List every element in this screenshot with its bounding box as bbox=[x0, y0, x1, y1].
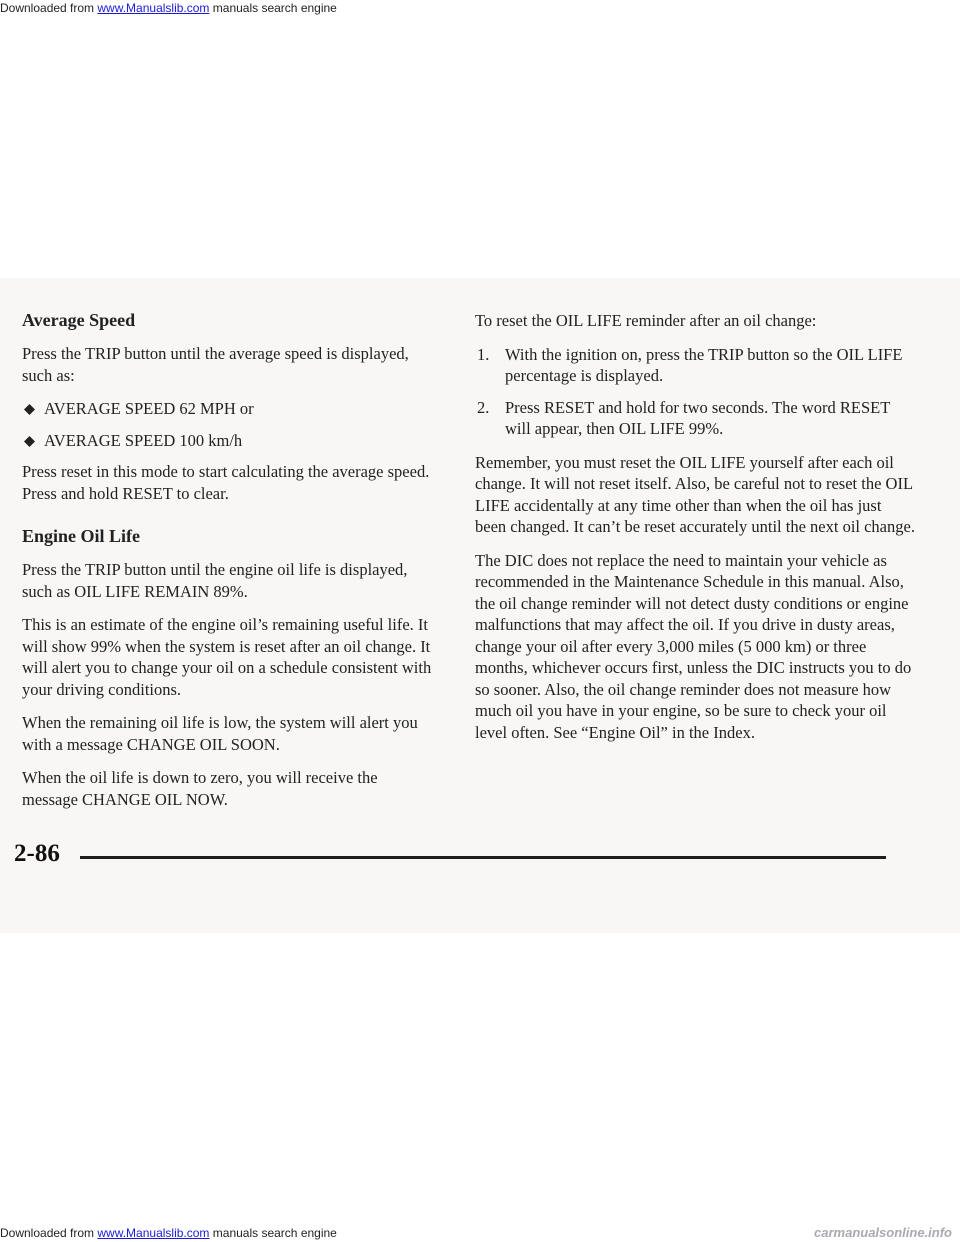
oil-life-paragraph: When the remaining oil life is low, the system will alert you with a message CHANGE OIL SOON. bbox=[22, 713, 418, 754]
bullet-item bbox=[22, 430, 437, 452]
manualslib-link[interactable]: www.Manualslib.com bbox=[97, 1, 210, 15]
list-item bbox=[475, 344, 915, 387]
left-column bbox=[22, 310, 437, 822]
source-suffix: manuals search engine bbox=[209, 1, 337, 15]
step-number: 1. bbox=[477, 344, 490, 364]
manualslib-link[interactable]: www.Manualslib.com bbox=[97, 1226, 210, 1240]
oil-life-paragraph: When the oil life is down to zero, you will receive the message CHANGE OIL NOW. bbox=[22, 768, 378, 809]
source-prefix: Downloaded from bbox=[0, 1, 98, 15]
bullet-text: AVERAGE SPEED 100 km/h bbox=[44, 430, 243, 450]
diamond-bullet-icon bbox=[24, 404, 35, 415]
source-prefix: Downloaded from bbox=[0, 1226, 98, 1240]
average-speed-intro: Press the TRIP button until the average speed is displayed, such as: bbox=[22, 344, 409, 385]
step-number: 2. bbox=[477, 397, 490, 417]
manual-page bbox=[0, 278, 960, 933]
average-speed-note: Press reset in this mode to start calculating the average speed. Press and hold RESET to clear. bbox=[22, 462, 430, 503]
dic-limitations-paragraph: The DIC does not replace the need to maintain your vehicle as recommended in the Maintenance Schedule in this manual. Also, the oil change reminder will not detect dusty conditions or engine malfunctions that may affect the oil. If you drive in dusty areas, change your oil after every 3,000 miles (5 000 km) or three months, whichever occurs first, unless the DIC instructs you to do so sooner. Also, the oil change reminder does not measure how much oil you have in your engine, so be sure to check your oil level often. See “Engine Oil” in the Index. bbox=[475, 550, 912, 742]
watermark-logo: carmanualsonline.info bbox=[814, 1225, 952, 1240]
reset-steps-list bbox=[475, 344, 915, 440]
list-item bbox=[475, 397, 915, 440]
reset-reminder-paragraph: Remember, you must reset the OIL LIFE yourself after each oil change. It will not reset itself. Also, be careful not to reset the OIL LIFE accidentally at any time other than when the oil has just been changed. It can’t be reset accurately until the next oil change. bbox=[475, 452, 915, 536]
step-text: With the ignition on, press the TRIP button so the OIL LIFE percentage is displayed. bbox=[505, 344, 903, 385]
page-number: 2-86 bbox=[14, 840, 60, 867]
step-text: Press RESET and hold for two seconds. The word RESET will appear, then OIL LIFE 99%. bbox=[505, 397, 890, 438]
footer-divider bbox=[80, 856, 886, 859]
source-suffix: manuals search engine bbox=[209, 1226, 337, 1240]
source-bar-top bbox=[0, 0, 960, 17]
oil-life-paragraph: This is an estimate of the engine oil’s remaining useful life. It will show 99% when the system is reset after an oil change. It will alert you to change your oil on a schedule consistent with your driving conditions. bbox=[22, 615, 432, 699]
diamond-bullet-icon bbox=[24, 436, 35, 447]
bullet-item bbox=[22, 398, 437, 420]
reset-intro: To reset the OIL LIFE reminder after an oil change: bbox=[475, 311, 817, 330]
engine-oil-life-heading: Engine Oil Life bbox=[22, 526, 141, 546]
bullet-text: AVERAGE SPEED 62 MPH or bbox=[44, 399, 254, 418]
average-speed-heading: Average Speed bbox=[22, 310, 136, 330]
oil-life-paragraph: Press the TRIP button until the engine oil life is displayed, such as OIL LIFE REMAIN 89%. bbox=[22, 560, 408, 601]
right-column bbox=[475, 310, 915, 755]
